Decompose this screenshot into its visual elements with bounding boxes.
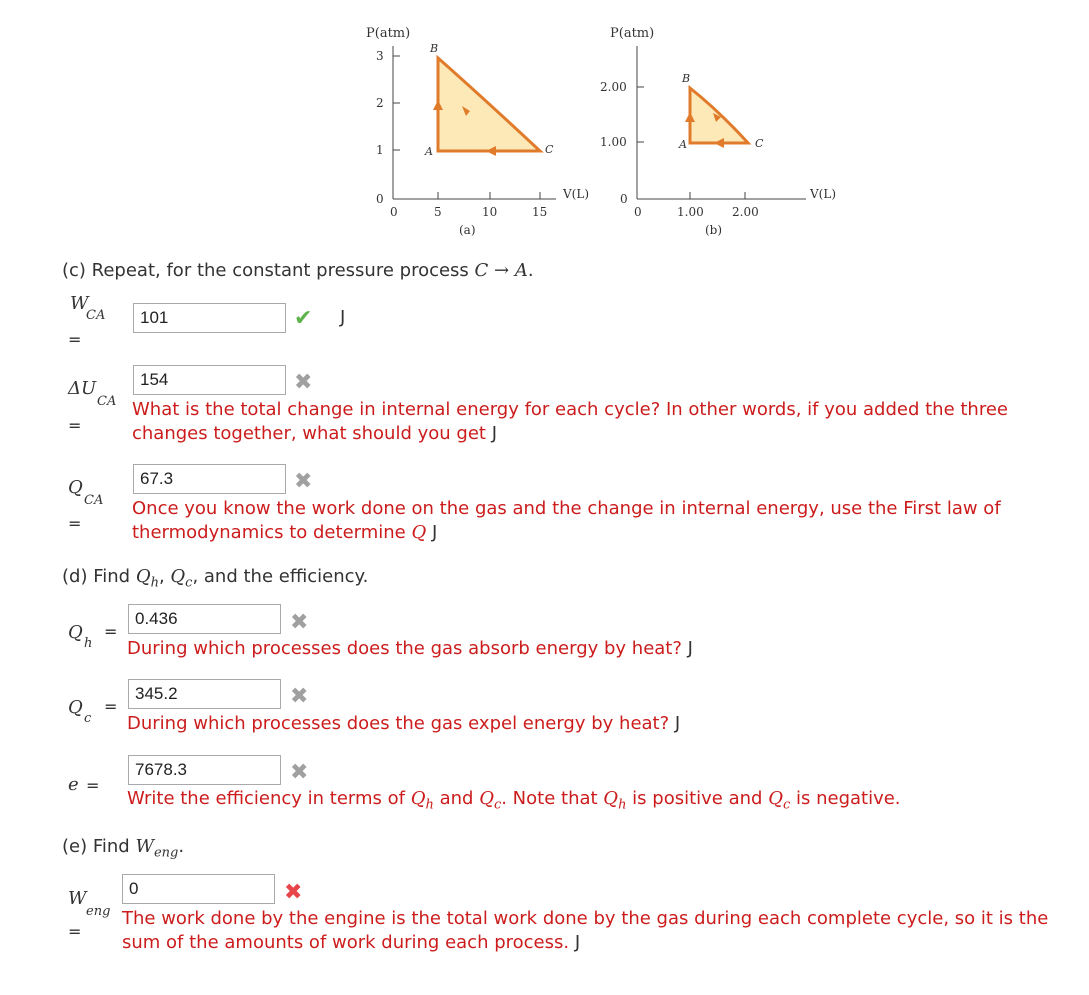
incorrect-x-icon: ✖	[290, 760, 309, 785]
graph-a-caption: (a)	[459, 223, 476, 237]
du-ca-equals: =	[68, 416, 82, 435]
w-eng-input[interactable]	[122, 874, 275, 904]
qh-subscript: h	[84, 636, 93, 651]
efficiency-equals: =	[86, 776, 100, 795]
du-ca-input[interactable]	[133, 365, 286, 395]
incorrect-x-icon: ✖	[290, 684, 309, 709]
du-ca-label: ΔU	[68, 378, 97, 399]
graph-a-point-b: B	[430, 42, 439, 55]
qc-label: Q	[68, 697, 83, 718]
qc-equals: =	[104, 697, 118, 716]
graph-a-xtick-0: 0	[390, 205, 398, 219]
graph-b-ytick-0: 0	[620, 192, 628, 206]
graph-b-ytick-1: 1.00	[600, 135, 627, 149]
qh-hint: During which processes does the gas absorb energy by heat? J	[127, 638, 693, 659]
graph-b-y-axis-label: P(atm)	[610, 26, 655, 41]
graph-a-point-a: A	[425, 145, 433, 158]
graph-a-x-axis-label: V(L)	[563, 187, 589, 201]
graph-b-xtick-1: 1.00	[677, 205, 704, 219]
incorrect-x-icon: ✖	[290, 610, 309, 635]
graph-b-point-a: A	[679, 138, 687, 151]
qc-hint: During which processes does the gas expel energy by heat? J	[127, 713, 681, 734]
qc-subscript: c	[84, 711, 92, 726]
graph-b-xtick-0: 0	[634, 205, 642, 219]
graph-b-ytick-2: 2.00	[600, 80, 627, 94]
part-c-heading: (c) Repeat, for the constant pressure process C → A.	[62, 260, 534, 281]
efficiency-label: e	[68, 774, 79, 795]
qc-input[interactable]	[128, 679, 281, 709]
graph-b-cycle	[690, 88, 748, 143]
efficiency-hint: Write the efficiency in terms of $Q_h$ and $Q_c$. Note that $Q_h$ is positive and $Q_c$ is negative.	[127, 788, 901, 813]
graph-a-cycle	[438, 58, 540, 151]
graph-a-ytick-2: 2	[376, 96, 384, 110]
q-ca-label: Q	[68, 477, 83, 498]
graph-a-xtick-10: 10	[482, 205, 498, 219]
w-eng-equals: =	[68, 922, 82, 941]
q-ca-hint: Once you know the work done on the gas and the change in internal energy, use the First law of thermodynamics to determine Q J	[132, 498, 1001, 543]
process-label: C → A	[474, 260, 528, 281]
pv-diagrams-figure	[0, 0, 1089, 250]
pv-graph-b	[600, 26, 836, 237]
part-e-heading: (e) Find $W_{eng}$.	[62, 836, 185, 861]
graph-a-ytick-1: 1	[376, 143, 384, 157]
w-ca-input[interactable]	[133, 303, 286, 333]
q-ca-subscript: CA	[84, 493, 104, 508]
graph-a-ytick-0: 0	[376, 192, 384, 206]
graph-a-point-c: C	[545, 143, 554, 156]
efficiency-input[interactable]	[128, 755, 281, 785]
graph-b-x-axis-label: V(L)	[810, 187, 836, 201]
part-d-heading: (d) Find $Q_h$, $Q_c$, and the efficiency.	[62, 566, 369, 591]
graph-b-xtick-2: 2.00	[732, 205, 759, 219]
du-ca-hint: What is the total change in internal energy for each cycle? In other words, if you added the three changes together, what should you get J	[132, 399, 1008, 444]
graph-b-point-c: C	[755, 137, 764, 150]
w-ca-equals: =	[68, 330, 82, 349]
qh-input[interactable]	[128, 604, 281, 634]
graph-b-caption: (b)	[705, 223, 723, 237]
w-ca-subscript: CA	[86, 308, 106, 323]
incorrect-x-icon: ✖	[294, 469, 313, 494]
w-ca-unit: J	[340, 307, 346, 328]
w-ca-label: W	[70, 293, 89, 314]
q-ca-input[interactable]	[133, 464, 286, 494]
correct-check-icon: ✔	[294, 306, 313, 331]
graph-a-y-axis-label: P(atm)	[366, 26, 411, 41]
qh-label: Q	[68, 622, 83, 643]
du-ca-subscript: CA	[97, 394, 117, 409]
graph-a-ytick-3: 3	[376, 49, 384, 63]
qh-equals: =	[104, 622, 118, 641]
graph-a-xtick-15: 15	[532, 205, 548, 219]
graph-a-xtick-5: 5	[434, 205, 442, 219]
q-ca-equals: =	[68, 514, 82, 533]
w-eng-label: W	[68, 888, 87, 909]
incorrect-x-icon: ✖	[284, 880, 303, 905]
w-eng-subscript: eng	[86, 904, 111, 919]
graph-b-point-b: B	[682, 72, 691, 85]
pv-graph-a	[366, 26, 589, 237]
w-eng-hint: The work done by the engine is the total work done by the gas during each complete cycle, so it is the sum of the amounts of work during each process. J	[122, 908, 1049, 953]
incorrect-x-icon: ✖	[294, 370, 313, 395]
